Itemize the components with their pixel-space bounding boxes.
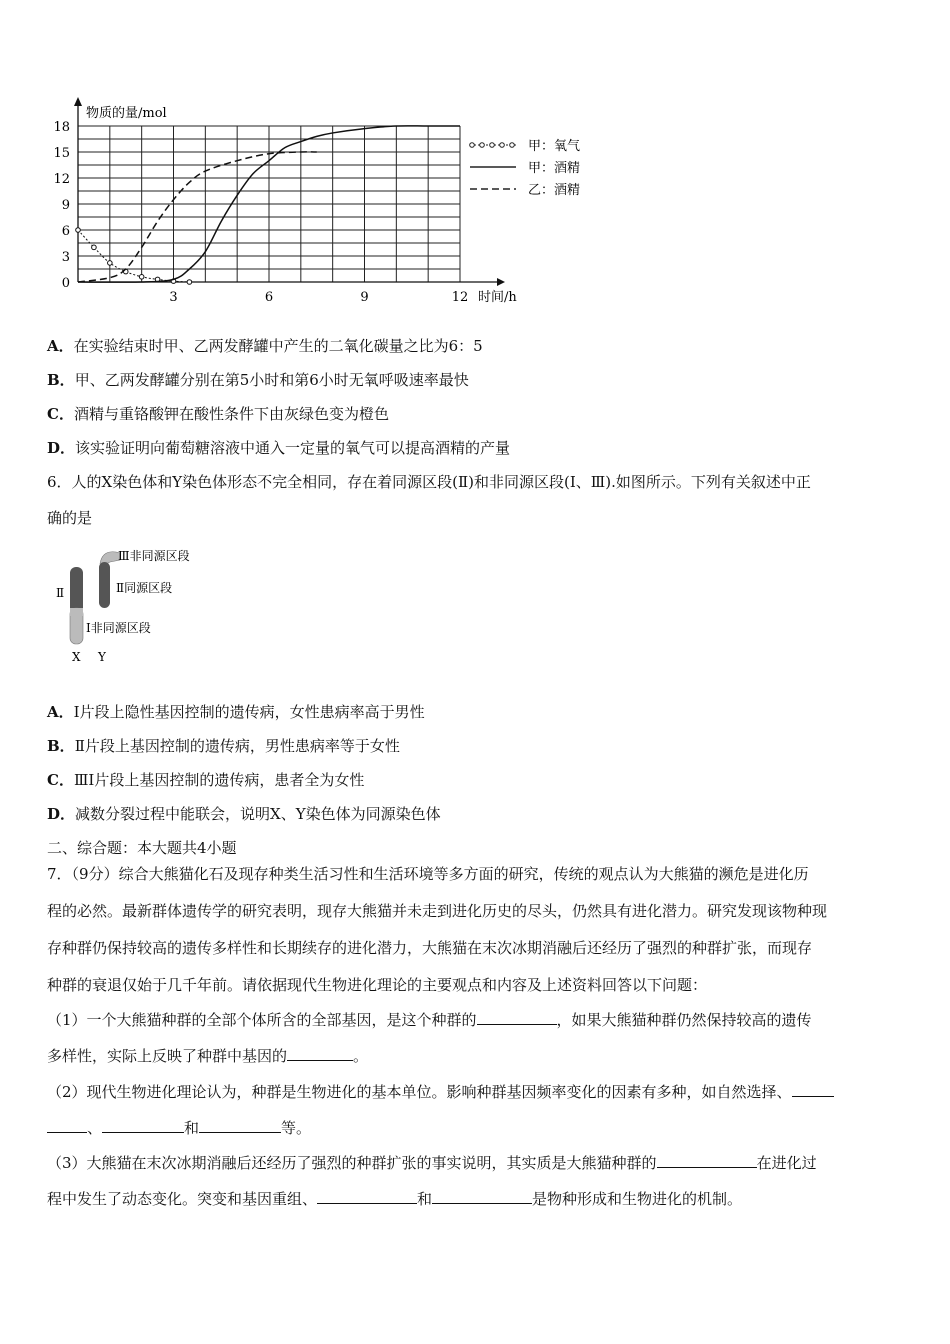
y-tick-label: 18 xyxy=(53,120,70,135)
x-tick-label: 12 xyxy=(451,290,469,305)
q6-option-a: A．I片段上隐性基因控制的遗传病，女性患病率高于男性 xyxy=(47,703,425,721)
data-point-oxygen xyxy=(187,280,192,285)
data-point-oxygen xyxy=(139,275,144,280)
answer-blank-3b[interactable] xyxy=(47,1118,87,1133)
answer-blank-1[interactable] xyxy=(477,1010,557,1025)
answer-blank-8[interactable] xyxy=(432,1189,532,1204)
chart-series xyxy=(76,126,460,284)
q6-stem-line1: 6．人的X染色体和Y染色体形态不完全相同，存在着同源区段(Ⅱ)和非同源区段(Ⅰ、Ⅲ).如图所示。下列有关叙述中正 xyxy=(47,473,811,491)
fermentation-chart xyxy=(0,0,620,320)
x-tick-label: 3 xyxy=(169,290,178,305)
figure-label-II-left: Ⅱ xyxy=(56,586,65,600)
section-2-title: 二、综合题：本大题共4小题 xyxy=(47,839,237,857)
x-axis-label: 时间/h xyxy=(478,290,517,305)
q6-option-c: C．ⅢI片段上基因控制的遗传病，患者全为女性 xyxy=(47,771,365,789)
q7-sub3-line1: （3）大熊猫在末次冰期消融后还经历了强烈的种群扩张的事实说明，其实质是大熊猫种群的 在进化过 xyxy=(47,1154,817,1172)
chart-legend xyxy=(470,139,580,198)
q7-sub2-line2: 、 和 等。 xyxy=(47,1118,311,1138)
y-tick-label: 0 xyxy=(61,276,70,291)
legend-label-oxygen: 甲：氧气 xyxy=(528,139,581,154)
figure-label-II-right: Ⅱ同源区段 xyxy=(116,581,173,595)
figure-label-X: X xyxy=(72,650,81,664)
data-point-oxygen xyxy=(92,245,97,250)
x-tick-label: 9 xyxy=(360,290,369,305)
legend-label-alcohol-a: 甲：酒精 xyxy=(528,161,581,176)
q7-paragraph-line4: 种群的衰退仅始于几千年前。请依据现代生物进化理论的主要观点和内容及上述资料回答以下问题： xyxy=(47,976,708,994)
answer-blank-2[interactable] xyxy=(287,1046,353,1061)
legend-label-alcohol-b: 乙：酒精 xyxy=(528,183,581,198)
q5-option-a: A．在实验结束时甲、乙两发酵罐中产生的二氧化碳量之比为6：5 xyxy=(47,337,483,355)
q7-sub1-line2: 多样性，实际上反映了种群中基因的 。 xyxy=(47,1047,369,1065)
y-chromosome-homologous-segment xyxy=(99,562,110,608)
x-tick-label: 6 xyxy=(264,290,274,305)
y-tick-label: 12 xyxy=(53,172,70,187)
q6-option-b: B．Ⅱ片段上基因控制的遗传病，男性患病率等于女性 xyxy=(47,737,400,755)
answer-blank-3a[interactable] xyxy=(792,1082,834,1097)
y-tick-label: 15 xyxy=(53,146,70,161)
q5-option-c: C．酒精与重铬酸钾在酸性条件下由灰绿色变为橙色 xyxy=(47,405,389,423)
q6-option-d: D．减数分裂过程中能联会，说明X、Y染色体为同源染色体 xyxy=(47,805,441,823)
answer-blank-5[interactable] xyxy=(199,1118,281,1133)
q7-paragraph-line3: 存种群仍保持较高的遗传多样性和长期续存的进化潜力，大熊猫在末次冰期消融后还经历了强烈的种群扩张，而现存 xyxy=(47,939,813,957)
q6-stem-line2: 确的是 xyxy=(47,509,93,527)
figure-label-Y: Y xyxy=(98,650,106,664)
q7-paragraph-line2: 程的必然。最新群体遗传学的研究表明，现存大熊猫并未走到进化历史的尽头，仍然具有进化潜力。研究发现该物种现 xyxy=(47,902,828,920)
answer-blank-7[interactable] xyxy=(317,1189,417,1204)
y-axis-arrow xyxy=(74,97,82,106)
y-tick-label: 3 xyxy=(61,250,70,265)
data-point-oxygen xyxy=(76,228,81,233)
q7-sub2-line1: （2）现代生物进化理论认为，种群是生物进化的基本单位。影响种群基因频率变化的因素有多种，如自然选择、 xyxy=(47,1082,834,1102)
figure-label-I: Ⅰ非同源区段 xyxy=(86,621,151,635)
figure-label-III: Ⅲ非同源区段 xyxy=(118,549,190,563)
chart-ticks xyxy=(53,120,468,305)
answer-blank-4[interactable] xyxy=(102,1118,184,1133)
chart-grid xyxy=(78,126,460,282)
q7-paragraph-line1: 7．（9分）综合大熊猫化石及现存种类生活习性和生活环境等多方面的研究，传统的观点认为大熊猫的濒危是进化历 xyxy=(47,865,809,883)
xy-chromosome-figure xyxy=(50,540,250,670)
q7-sub3-line2: 程中发生了动态变化。突变和基因重组、 和 是物种形成和生物进化的机制。 xyxy=(47,1190,743,1208)
data-point-oxygen xyxy=(108,261,113,266)
y-tick-label: 9 xyxy=(61,198,70,213)
x-axis-arrow xyxy=(497,278,505,286)
y-tick-label: 6 xyxy=(61,224,70,239)
q7-sub1-line1: （1）一个大熊猫种群的全部个体所含的全部基因，是这个种群的 ，如果大熊猫种群仍然保持较高的遗传 xyxy=(47,1011,812,1029)
answer-blank-6[interactable] xyxy=(657,1153,757,1168)
y-axis-label: 物质的量/mol xyxy=(86,106,167,121)
q5-option-b: B．甲、乙两发酵罐分别在第5小时和第6小时无氧呼吸速率最快 xyxy=(47,371,469,389)
q5-option-d: D．该实验证明向葡萄糖溶液中通入一定量的氧气可以提高酒精的产量 xyxy=(47,439,511,457)
